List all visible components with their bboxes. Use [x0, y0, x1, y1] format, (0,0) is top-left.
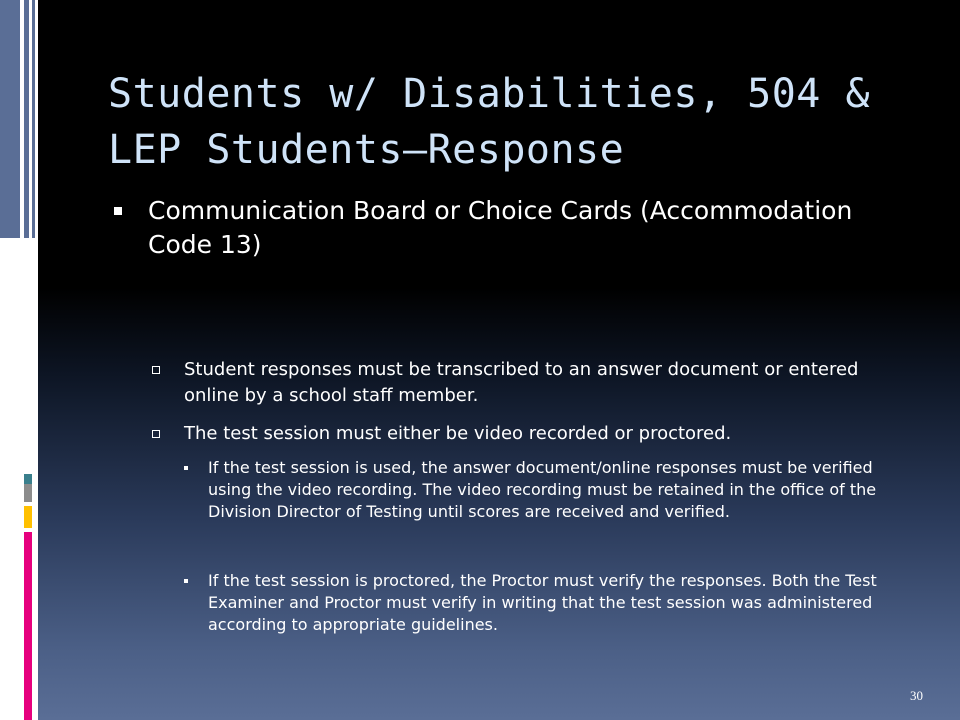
- accent-bar-slate-thin: [24, 0, 29, 238]
- bullet-text: The test session must either be video recorded or proctored.: [184, 423, 732, 444]
- bullet-level2: [152, 357, 892, 409]
- accent-bar-slate-mid: [32, 0, 35, 238]
- hollow-square-bullet-icon: [152, 366, 160, 374]
- small-square-bullet-icon: [184, 466, 188, 470]
- hollow-square-bullet-icon: [152, 430, 160, 438]
- accent-bar-gray: [24, 484, 32, 502]
- slide-title: Students w/ Disabilities, 504 & LEP Students—Response: [108, 71, 871, 173]
- accent-bar-yellow: [24, 506, 32, 528]
- slide-number: 30: [910, 688, 923, 703]
- bullet-text: Communication Board or Choice Cards (Accommodation Code 13): [148, 196, 853, 259]
- bullet-level3: [184, 570, 904, 636]
- small-square-bullet-icon: [184, 579, 188, 583]
- accent-bar-teal: [24, 474, 32, 484]
- accent-bar-slate-large: [0, 0, 20, 238]
- bullet-text: If the test session is proctored, the Proctor must verify the responses. Both the Test Examiner and Proctor must verify in writing that the test session was administered according to appropriate guidelines.: [208, 571, 877, 634]
- slide-content-panel: [38, 0, 960, 720]
- left-accent-strip: [0, 0, 38, 720]
- square-bullet-icon: [114, 207, 122, 215]
- bullet-text: Student responses must be transcribed to an answer document or entered online by a school staff member.: [184, 359, 859, 406]
- bullet-level1: [114, 194, 904, 262]
- bullet-level2: [152, 421, 892, 447]
- bullet-text: If the test session is used, the answer document/online responses must be verified using the video recording. The video recording must be retained in the office of the Division Director of Testing until scores are received and verified.: [208, 458, 877, 521]
- accent-bar-magenta: [24, 532, 32, 720]
- bullet-level3: [184, 457, 904, 523]
